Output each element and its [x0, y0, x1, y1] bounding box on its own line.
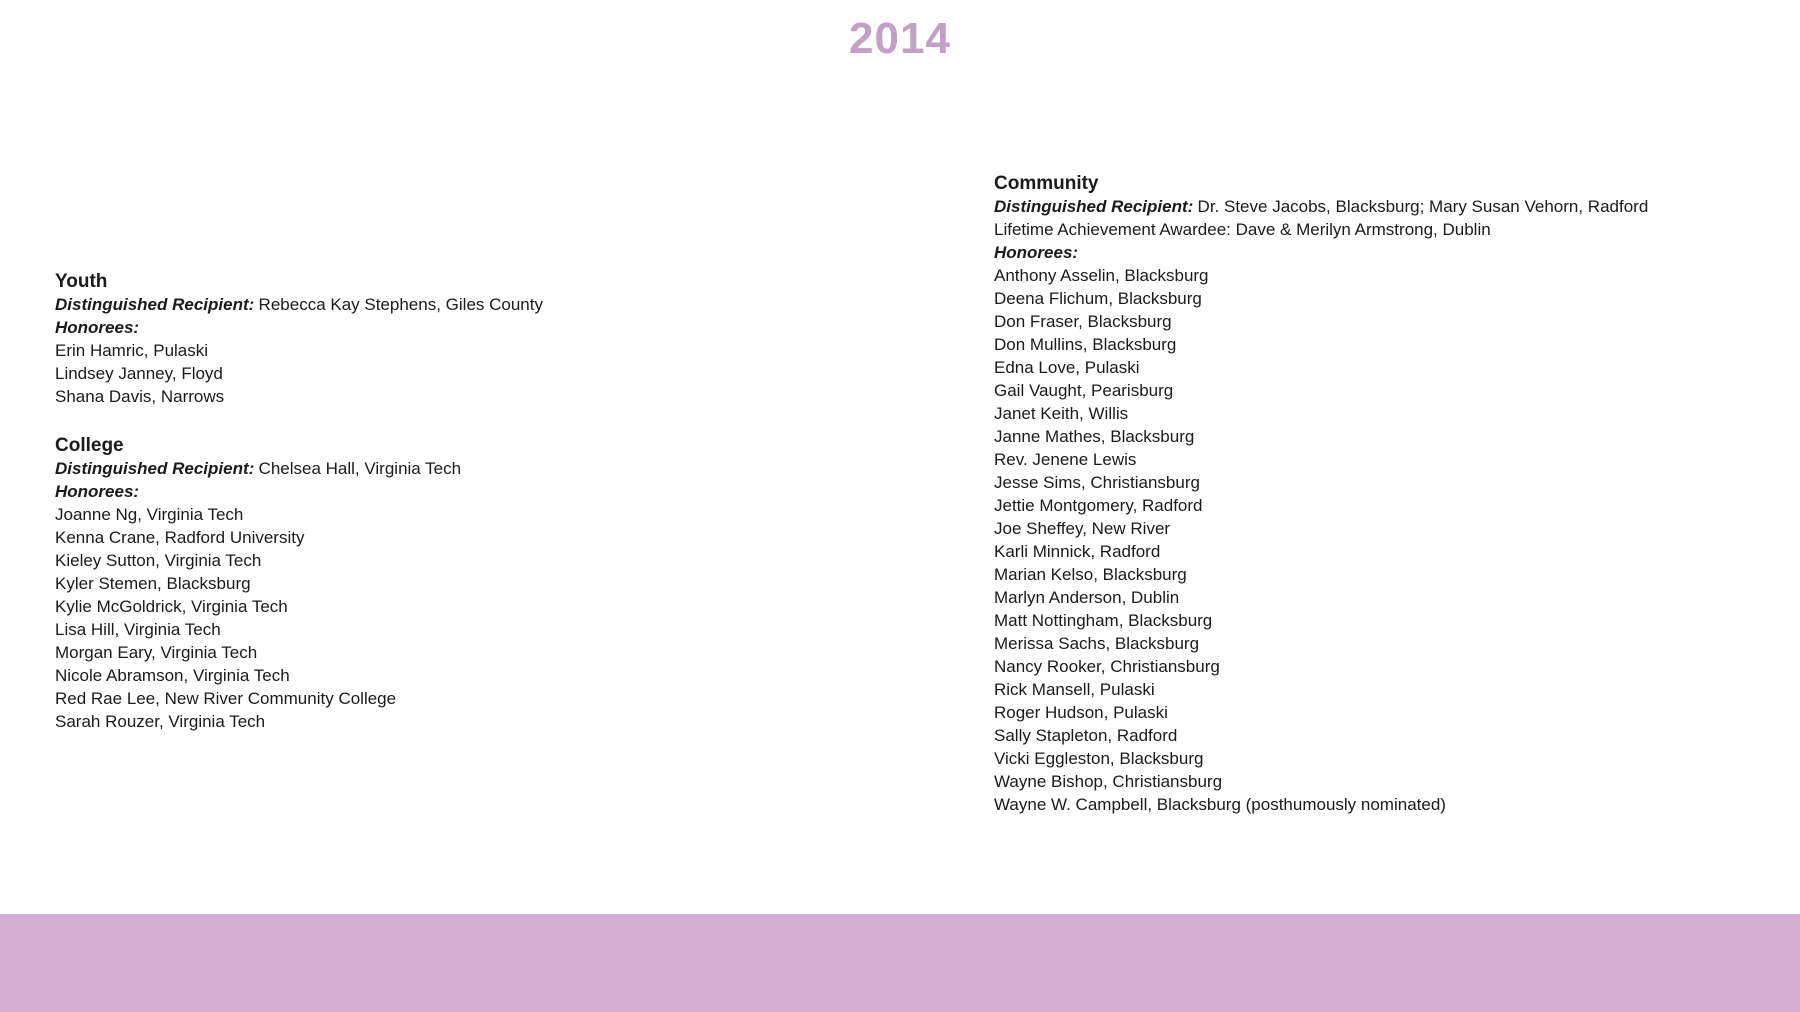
- honoree-line: Shana Davis, Narrows: [55, 387, 225, 406]
- honorees-list-college: [55, 503, 935, 733]
- honorees-label: Honorees:: [55, 318, 140, 337]
- honoree-line: Wayne Bishop, Christiansburg: [994, 772, 1223, 791]
- honoree-line: Janne Mathes, Blacksburg: [994, 427, 1195, 446]
- section-youth: [55, 270, 935, 408]
- honoree-line: Morgan Eary, Virginia Tech: [55, 643, 258, 662]
- section-heading-college: College: [55, 435, 124, 456]
- distinguished-recipient-value: Chelsea Hall, Virginia Tech: [258, 459, 462, 478]
- honorees-label: Honorees:: [994, 243, 1079, 262]
- honoree-line: Janet Keith, Willis: [994, 404, 1129, 423]
- honoree-line: Don Fraser, Blacksburg: [994, 312, 1172, 331]
- distinguished-recipient-label: Distinguished Recipient:: [994, 197, 1194, 216]
- honoree-line: Sarah Rouzer, Virginia Tech: [55, 712, 266, 731]
- distinguished-recipient-label: Distinguished Recipient:: [55, 459, 255, 478]
- honoree-line: Kenna Crane, Radford University: [55, 528, 305, 547]
- honoree-line: Jettie Montgomery, Radford: [994, 496, 1203, 515]
- distinguished-recipient-line: [994, 195, 1764, 218]
- honorees-list-youth: [55, 339, 935, 408]
- footer-accent-bar: [0, 914, 1800, 1012]
- honoree-line: Karli Minnick, Radford: [994, 542, 1161, 561]
- section-heading-youth: Youth: [55, 271, 108, 292]
- honoree-line: Nicole Abramson, Virginia Tech: [55, 666, 290, 685]
- honoree-line: Roger Hudson, Pulaski: [994, 703, 1168, 722]
- distinguished-recipient-value: Rebecca Kay Stephens, Giles County: [258, 295, 543, 314]
- honoree-line: Joanne Ng, Virginia Tech: [55, 505, 244, 524]
- honoree-line: Anthony Asselin, Blacksburg: [994, 266, 1209, 285]
- honoree-line: Lindsey Janney, Floyd: [55, 364, 223, 383]
- honorees-list-community: [994, 264, 1764, 816]
- honoree-line: Deena Flichum, Blacksburg: [994, 289, 1202, 308]
- honoree-line: Vicki Eggleston, Blacksburg: [994, 749, 1204, 768]
- section-community: [994, 172, 1764, 816]
- distinguished-recipient-value: Dr. Steve Jacobs, Blacksburg; Mary Susan Vehorn, Radford: [1197, 197, 1649, 216]
- honoree-line: Kieley Sutton, Virginia Tech: [55, 551, 262, 570]
- honoree-line: Marlyn Anderson, Dublin: [994, 588, 1180, 607]
- honoree-line: Edna Love, Pulaski: [994, 358, 1140, 377]
- distinguished-recipient-line: [55, 457, 935, 480]
- honoree-line: Kyler Stemen, Blacksburg: [55, 574, 251, 593]
- left-column: [55, 270, 935, 733]
- honoree-line: Matt Nottingham, Blacksburg: [994, 611, 1213, 630]
- section-college: [55, 434, 935, 733]
- honoree-line: Rick Mansell, Pulaski: [994, 680, 1155, 699]
- honoree-line: Marian Kelso, Blacksburg: [994, 565, 1187, 584]
- distinguished-recipient-label: Distinguished Recipient:: [55, 295, 255, 314]
- honoree-line: Don Mullins, Blacksburg: [994, 335, 1177, 354]
- distinguished-recipient-line: [55, 293, 935, 316]
- honoree-line: Lisa Hill, Virginia Tech: [55, 620, 221, 639]
- honoree-line: Nancy Rooker, Christiansburg: [994, 657, 1220, 676]
- honorees-label: Honorees:: [55, 482, 140, 501]
- right-column: [994, 172, 1764, 816]
- honoree-line: Merissa Sachs, Blacksburg: [994, 634, 1200, 653]
- honoree-line: Joe Sheffey, New River: [994, 519, 1171, 538]
- page-title: 2014: [849, 14, 951, 63]
- honoree-line: Sally Stapleton, Radford: [994, 726, 1178, 745]
- honoree-line: Gail Vaught, Pearisburg: [994, 381, 1174, 400]
- honoree-line: Red Rae Lee, New River Community College: [55, 689, 397, 708]
- section-heading-community: Community: [994, 173, 1099, 194]
- honoree-line: Kylie McGoldrick, Virginia Tech: [55, 597, 288, 616]
- honoree-line: Wayne W. Campbell, Blacksburg (posthumously nominated): [994, 795, 1446, 814]
- honoree-line: Erin Hamric, Pulaski: [55, 341, 209, 360]
- honoree-line: Jesse Sims, Christiansburg: [994, 473, 1200, 492]
- honoree-line: Rev. Jenene Lewis: [994, 450, 1137, 469]
- lifetime-achievement-line: Lifetime Achievement Awardee: Dave & Merilyn Armstrong, Dublin: [994, 220, 1491, 239]
